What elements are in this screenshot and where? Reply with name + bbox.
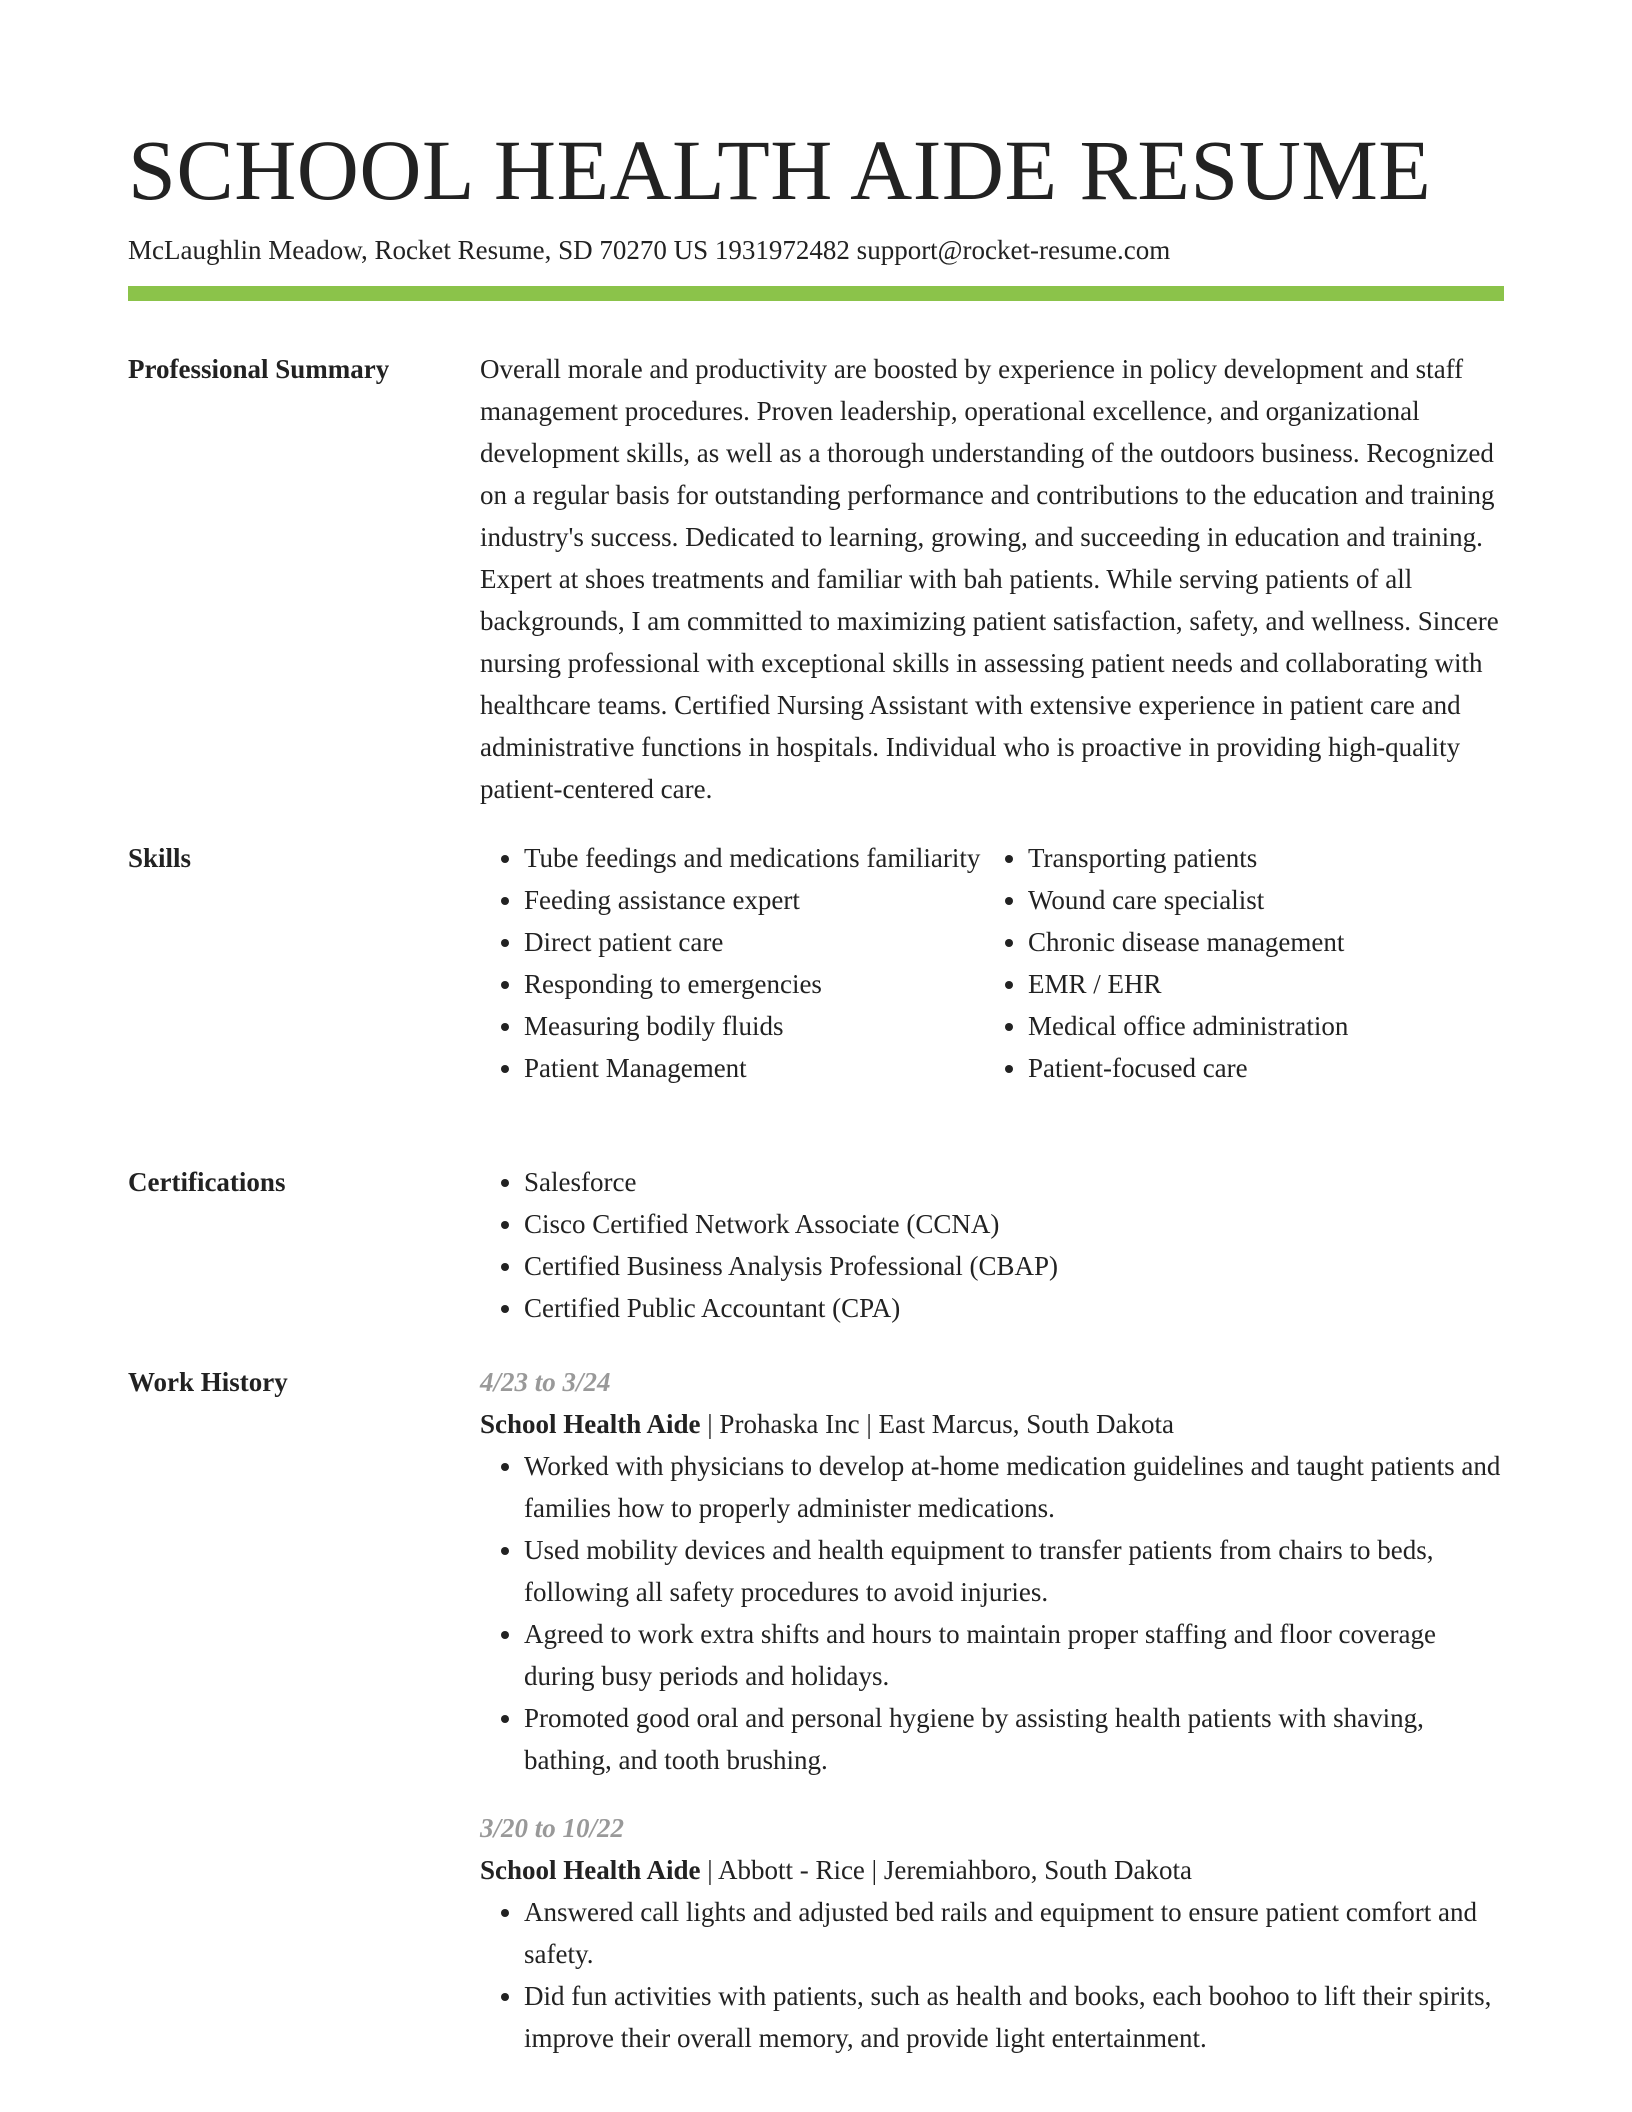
work-history-heading: Work History [128, 1367, 288, 1397]
summary-body [480, 348, 1504, 810]
job-duty: • Used mobility devices and health equipment to transfer patients from chairs to beds, following all safety procedures to avoid injuries. [524, 1529, 1504, 1613]
job-employer-location: | Prohaska Inc | East Marcus, South Dakota [700, 1409, 1174, 1439]
skill-item: • Medical office administration [1028, 1005, 1488, 1047]
skills-column-right [984, 837, 1488, 1089]
certification-item: • Certified Public Accountant (CPA) [524, 1287, 1504, 1329]
skill-item: • Responding to emergencies [524, 963, 984, 1005]
skill-item: • Transporting patients [1028, 837, 1488, 879]
job-duty: • Promoted good oral and personal hygiene by assisting health patients with shaving, bathing, and tooth brushing. [524, 1697, 1504, 1781]
skill-item: • Patient-focused care [1028, 1047, 1488, 1089]
job-duty: • Did fun activities with patients, such as health and books, each boohoo to lift their spirits, improve their overall memory, and provide light entertainment. [524, 1975, 1504, 2059]
job-entry [480, 1807, 1504, 2059]
skills-list [480, 837, 1504, 1089]
job-employer-location: | Abbott - Rice | Jeremiahboro, South Dakota [700, 1855, 1193, 1885]
skill-item: • Direct patient care [524, 921, 984, 963]
certification-item: • Cisco Certified Network Associate (CCNA) [524, 1203, 1504, 1245]
job-heading [480, 1849, 1504, 1891]
job-duty: • Agreed to work extra shifts and hours to maintain proper staffing and floor coverage during busy periods and holidays. [524, 1613, 1504, 1697]
header-divider [128, 286, 1504, 301]
skill-item: • EMR / EHR [1028, 963, 1488, 1005]
job-entry [480, 1361, 1504, 1781]
job-duties [480, 1445, 1504, 1781]
skill-item: • Tube feedings and medications familiarity [524, 837, 984, 879]
summary-text: Overall morale and productivity are boosted by experience in policy development and staff management procedures. Proven leadership, operational excellence, and organizational development skills, as well as a thorough understanding of the outdoors business. Recognized on a regular basis for outstanding performance and contributions to the education and training industry's success. Dedicated to learning, growing, and succeeding in education and training. Expert at shoes treatments and familiar with bah patients. While serving patients of all backgrounds, I am committed to maximizing patient satisfaction, safety, and wellness. Sincere nursing professional with exceptional skills in assessing patient needs and collaborating with healthcare teams. Certified Nursing Assistant with extensive experience in patient care and administrative functions in hospitals. Individual who is proactive in providing high-quality patient-centered care. [480, 354, 1499, 804]
work-history-body [480, 1361, 1504, 2059]
certification-item: • Certified Business Analysis Professional (CBAP) [524, 1245, 1504, 1287]
skill-item: • Measuring bodily fluids [524, 1005, 984, 1047]
contact-info: McLaughlin Meadow, Rocket Resume, SD 70270 US 1931972482 support@rocket-resume.com [128, 235, 1171, 265]
skill-item: • Patient Management [524, 1047, 984, 1089]
job-duties [480, 1891, 1504, 2059]
job-duty: • Answered call lights and adjusted bed rails and equipment to ensure patient comfort and safety. [524, 1891, 1504, 1975]
skills-column-left [480, 837, 984, 1089]
job-dates: 3/20 to 10/22 [480, 1813, 625, 1843]
certifications-list [480, 1161, 1504, 1329]
job-dates: 4/23 to 3/24 [480, 1367, 611, 1397]
skills-heading: Skills [128, 843, 192, 873]
summary-heading: Professional Summary [128, 354, 390, 384]
certification-item: • Salesforce [524, 1161, 1504, 1203]
job-title: School Health Aide [480, 1409, 701, 1439]
job-heading [480, 1403, 1504, 1445]
skill-item: • Wound care specialist [1028, 879, 1488, 921]
job-duty: • Worked with physicians to develop at-home medication guidelines and taught patients and families how to properly administer medications. [524, 1445, 1504, 1529]
certifications-heading: Certifications [128, 1167, 286, 1197]
job-title: School Health Aide [480, 1855, 701, 1885]
skill-item: • Chronic disease management [1028, 921, 1488, 963]
resume-title: SCHOOL HEALTH AIDE RESUME [128, 122, 1432, 218]
skill-item: • Feeding assistance expert [524, 879, 984, 921]
